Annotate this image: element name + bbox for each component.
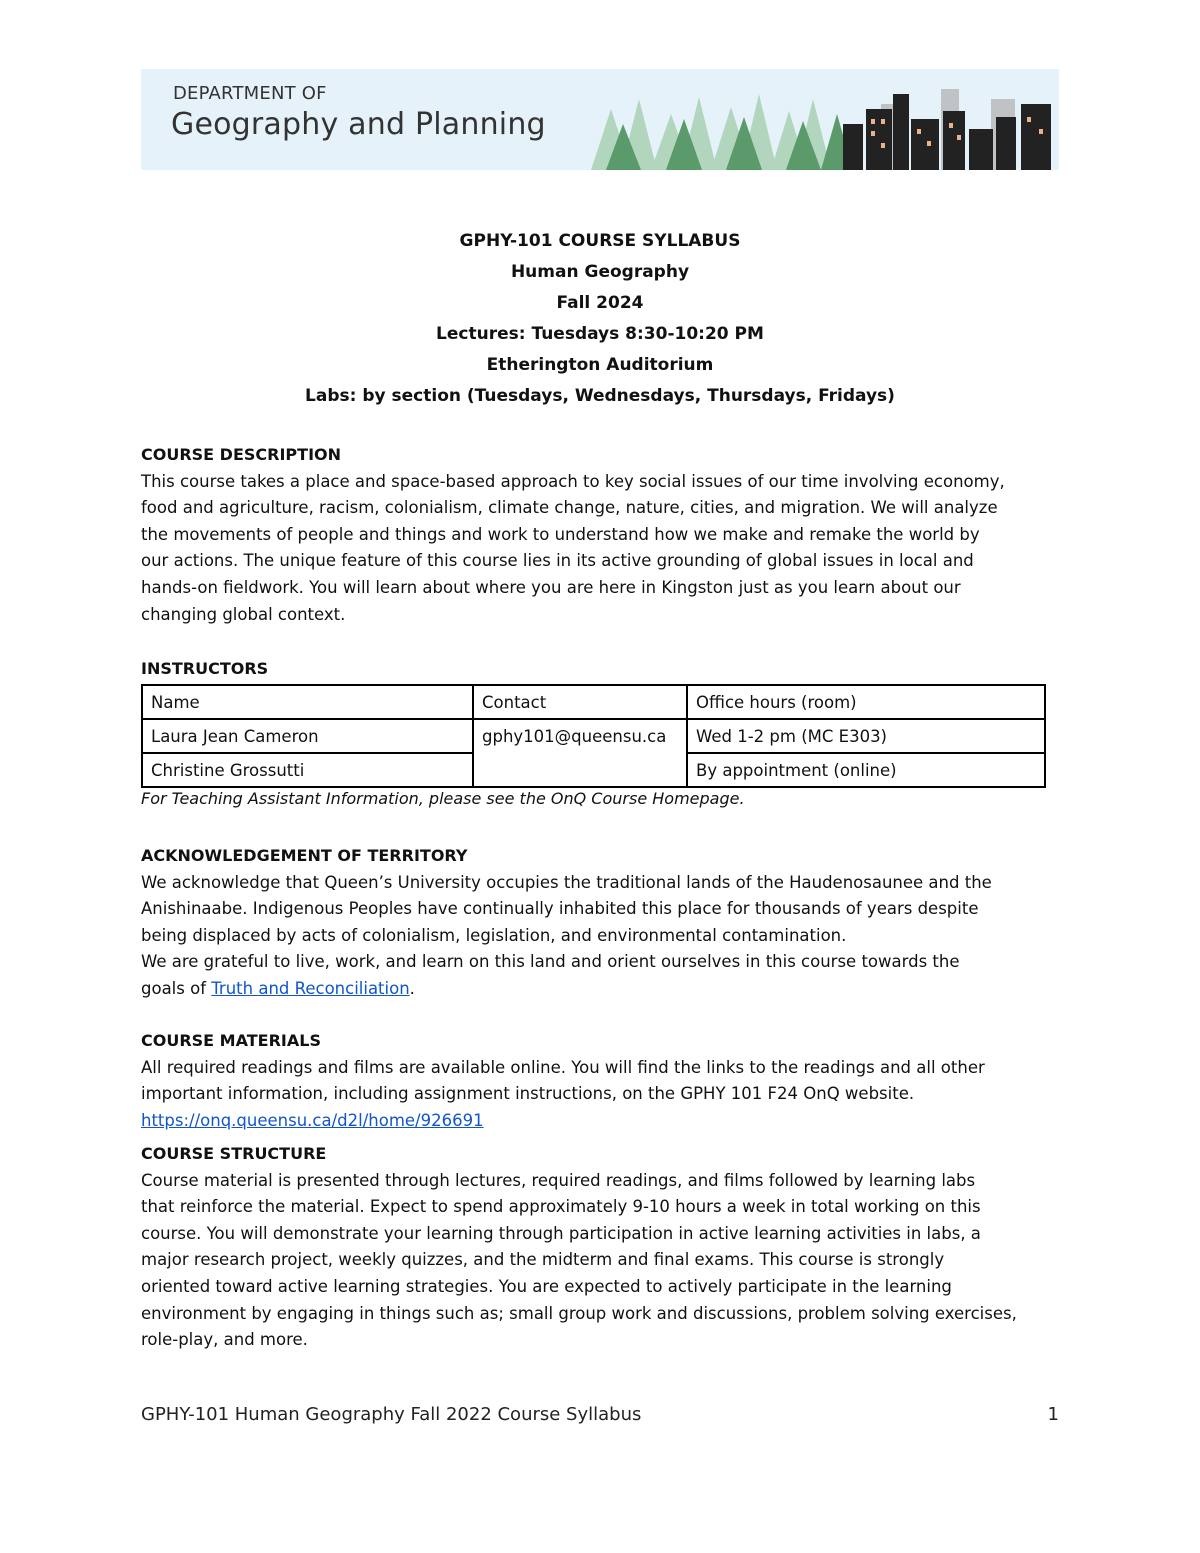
footer-text: GPHY-101 Human Geography Fall 2022 Course Syllabus xyxy=(141,1404,642,1425)
course-materials-heading: COURSE MATERIALS xyxy=(141,1031,321,1050)
course-code-title: GPHY-101 COURSE SYLLABUS xyxy=(459,231,741,251)
table-row xyxy=(142,719,1045,753)
course-term: Fall 2024 xyxy=(556,293,644,313)
banner-department-label: DEPARTMENT OF xyxy=(173,83,327,104)
course-name: Human Geography xyxy=(510,262,690,282)
description-line: our actions. The unique feature of this course lies in its active grounding of global issues in local and xyxy=(141,551,974,571)
course-description-section xyxy=(141,442,1059,628)
instructor-office-hours: Wed 1-2 pm (MC E303) xyxy=(687,719,1045,753)
onq-course-link[interactable]: https://onq.queensu.ca/d2l/home/926691 xyxy=(141,1110,484,1130)
territory-line: being displaced by acts of colonialism, legislation, and environmental contamination. xyxy=(141,925,847,945)
territory-last-suffix: . xyxy=(409,978,415,998)
instructor-office-hours: By appointment (online) xyxy=(687,753,1045,787)
table-row xyxy=(142,753,1045,787)
description-line: the movements of people and things and work to understand how we make and remake the world by xyxy=(141,524,980,544)
description-line: hands-on fieldwork. You will learn about where you are here in Kingston just as you learn about our xyxy=(141,577,961,597)
lecture-time: Lectures: Tuesdays 8:30-10:20 PM xyxy=(436,324,764,344)
territory-line: We acknowledge that Queen’s University occupies the traditional lands of the Haudenosaunee and the xyxy=(141,872,992,892)
lab-schedule: Labs: by section (Tuesdays, Wednesdays, Thursdays, Fridays) xyxy=(305,386,895,406)
column-header-contact: Contact xyxy=(473,685,687,719)
course-structure-section xyxy=(141,1141,1059,1354)
column-header-name: Name xyxy=(142,685,473,719)
territory-line: We are grateful to live, work, and learn on this land and orient ourselves in this course towards the xyxy=(141,952,960,972)
table-header-row xyxy=(142,685,1045,719)
instructor-name: Christine Grossutti xyxy=(142,753,473,787)
description-line: food and agriculture, racism, colonialism, climate change, nature, cities, and migration. We will analyze xyxy=(141,498,998,518)
structure-line: environment by engaging in things such as; small group work and discussions, problem solving exercises, xyxy=(141,1303,1017,1323)
territory-line-last xyxy=(141,976,1059,1003)
banner-department-name: Geography and Planning xyxy=(171,107,546,142)
materials-line: All required readings and films are available online. You will find the links to the readings and all other xyxy=(141,1057,985,1077)
instructor-contact: gphy101@queensu.ca xyxy=(473,719,687,753)
instructors-section xyxy=(141,656,1059,683)
course-description-heading: COURSE DESCRIPTION xyxy=(141,445,342,464)
structure-line: role-play, and more. xyxy=(141,1330,308,1350)
instructors-heading: INSTRUCTORS xyxy=(141,659,269,678)
course-materials-section xyxy=(141,1028,1059,1134)
page-number: 1 xyxy=(1047,1404,1059,1425)
course-structure-heading: COURSE STRUCTURE xyxy=(141,1144,327,1163)
structure-line: oriented toward active learning strategies. You are expected to actively participate in the learning xyxy=(141,1276,952,1296)
teaching-assistant-note: For Teaching Assistant Information, please see the OnQ Course Homepage. xyxy=(141,789,745,808)
instructor-contact xyxy=(473,753,687,787)
description-line: This course takes a place and space-based approach to key social issues of our time involving economy, xyxy=(141,471,1005,491)
territory-last-prefix: goals of xyxy=(141,978,212,998)
truth-and-reconciliation-link[interactable]: Truth and Reconciliation xyxy=(211,978,410,998)
structure-line: major research project, weekly quizzes, and the midterm and final exams. This course is strongly xyxy=(141,1250,945,1270)
territory-section xyxy=(141,843,1059,1003)
lecture-location: Etherington Auditorium xyxy=(486,355,714,375)
department-banner xyxy=(141,69,1059,170)
structure-line: that reinforce the material. Expect to spend approximately 9-10 hours a week in total working on this xyxy=(141,1197,981,1217)
forest-city-skyline-illustration xyxy=(581,69,1059,170)
instructor-name: Laura Jean Cameron xyxy=(142,719,473,753)
page-footer xyxy=(141,1404,1059,1425)
structure-line: Course material is presented through lectures, required readings, and films followed by learning labs xyxy=(141,1170,976,1190)
instructors-table xyxy=(141,684,1046,788)
materials-line: important information, including assignment instructions, on the GPHY 101 F24 OnQ website. xyxy=(141,1084,915,1104)
territory-heading: ACKNOWLEDGEMENT OF TERRITORY xyxy=(141,846,468,865)
syllabus-title-block xyxy=(141,226,1059,412)
territory-line: Anishinaabe. Indigenous Peoples have continually inhabited this place for thousands of years despite xyxy=(141,899,979,919)
column-header-office-hours: Office hours (room) xyxy=(687,685,1045,719)
structure-line: course. You will demonstrate your learning through participation in active learning activities in labs, a xyxy=(141,1223,981,1243)
description-line: changing global context. xyxy=(141,604,346,624)
